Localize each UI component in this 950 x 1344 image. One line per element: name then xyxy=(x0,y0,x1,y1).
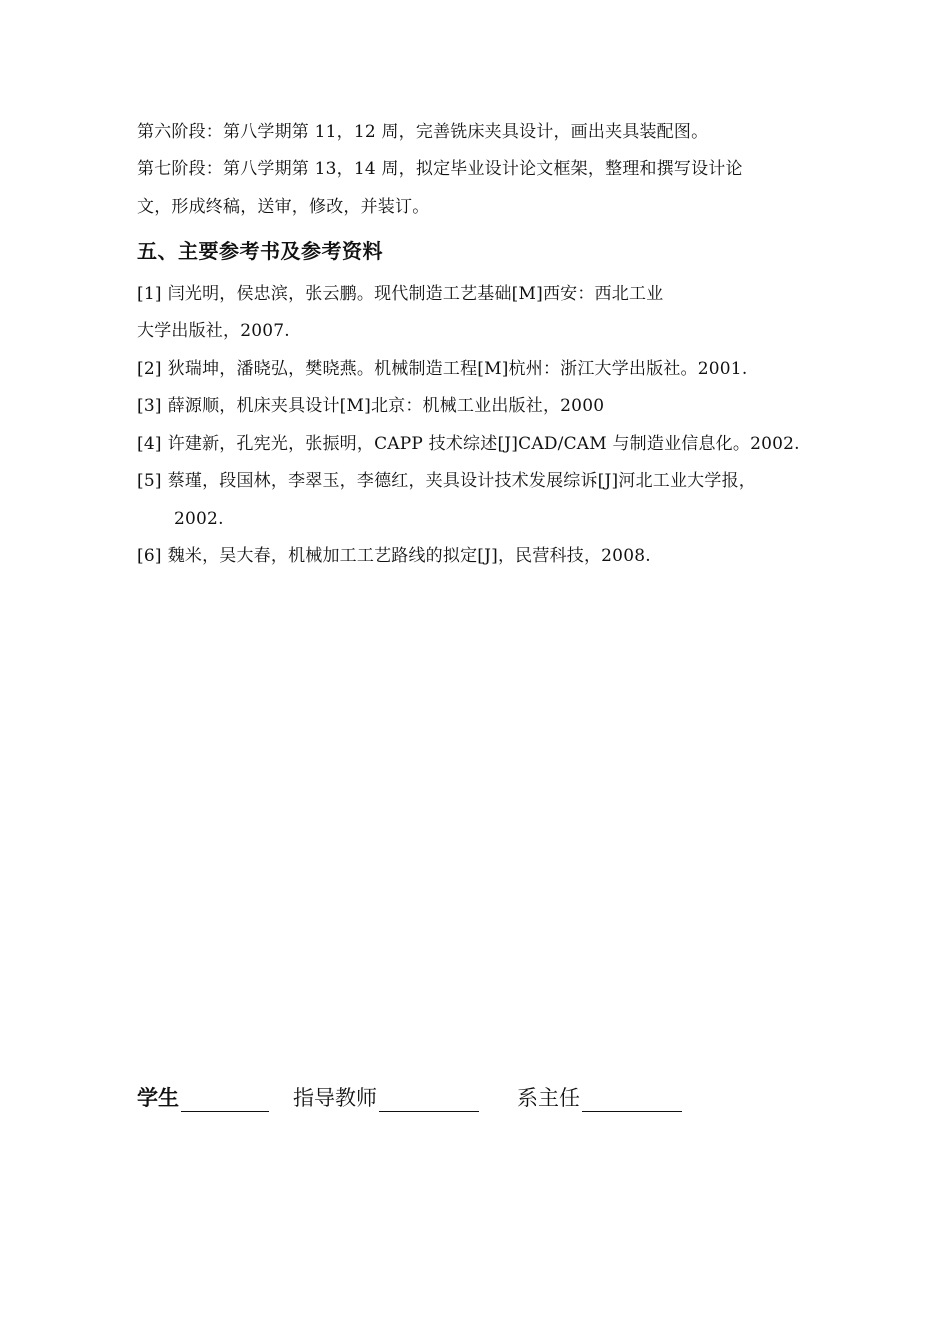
reference-5-continuation: 2002. xyxy=(174,509,224,529)
reference-number: [1] xyxy=(137,284,162,304)
reference-4 xyxy=(137,433,800,455)
reference-2 xyxy=(137,358,747,380)
reference-number: [5] xyxy=(137,471,162,491)
dept-head-label: 系主任 xyxy=(517,1086,580,1110)
advisor-label: 指导教师 xyxy=(293,1086,377,1110)
stage-seven-line: 第七阶段：第八学期第 13，14 周，拟定毕业设计论文框架，整理和撰写设计论 xyxy=(137,159,743,179)
reference-5 xyxy=(137,470,756,492)
reference-number: [4] xyxy=(137,434,162,454)
reference-number: [6] xyxy=(137,546,162,566)
reference-3 xyxy=(137,395,604,417)
reference-text: 狄瑞坤，潘晓弘，樊晓燕。机械制造工程[M]杭州：浙江大学出版社。2001. xyxy=(167,359,748,379)
reference-6 xyxy=(137,545,651,567)
student-label: 学生 xyxy=(137,1086,179,1110)
reference-text: 许建新，孔宪光，张振明，CAPP 技术综述[J]CAD/CAM 与制造业信息化。2002. xyxy=(167,434,800,454)
section-heading-references: 五、主要参考书及参考资料 xyxy=(137,239,383,263)
reference-number: [2] xyxy=(137,359,162,379)
reference-text: 薛源顺，机床夹具设计[M]北京：机械工业出版社，2000 xyxy=(167,396,605,416)
dept-head-signature xyxy=(517,1084,682,1112)
reference-1 xyxy=(137,283,663,305)
stage-six-line: 第六阶段：第八学期第 11，12 周，完善铣床夹具设计，画出夹具装配图。 xyxy=(137,122,709,142)
reference-text: 闫光明，侯忠滨，张云鹏。现代制造工艺基础[M]西安：西北工业 xyxy=(167,284,664,304)
reference-1-continuation: 大学出版社，2007. xyxy=(137,321,290,341)
advisor-signature-line[interactable] xyxy=(379,1087,479,1112)
student-signature xyxy=(137,1084,269,1112)
student-signature-line[interactable] xyxy=(181,1087,269,1112)
dept-head-signature-line[interactable] xyxy=(582,1087,682,1112)
reference-text: 蔡瑾，段国林，李翠玉，李德红，夹具设计技术发展综诉[J]河北工业大学报， xyxy=(167,471,756,491)
reference-number: [3] xyxy=(137,396,162,416)
reference-text: 魏米，吴大春，机械加工工艺路线的拟定[J]，民营科技，2008. xyxy=(167,546,651,566)
stage-seven-continuation: 文，形成终稿，送审，修改，并装订。 xyxy=(137,197,430,217)
advisor-signature xyxy=(293,1084,479,1112)
